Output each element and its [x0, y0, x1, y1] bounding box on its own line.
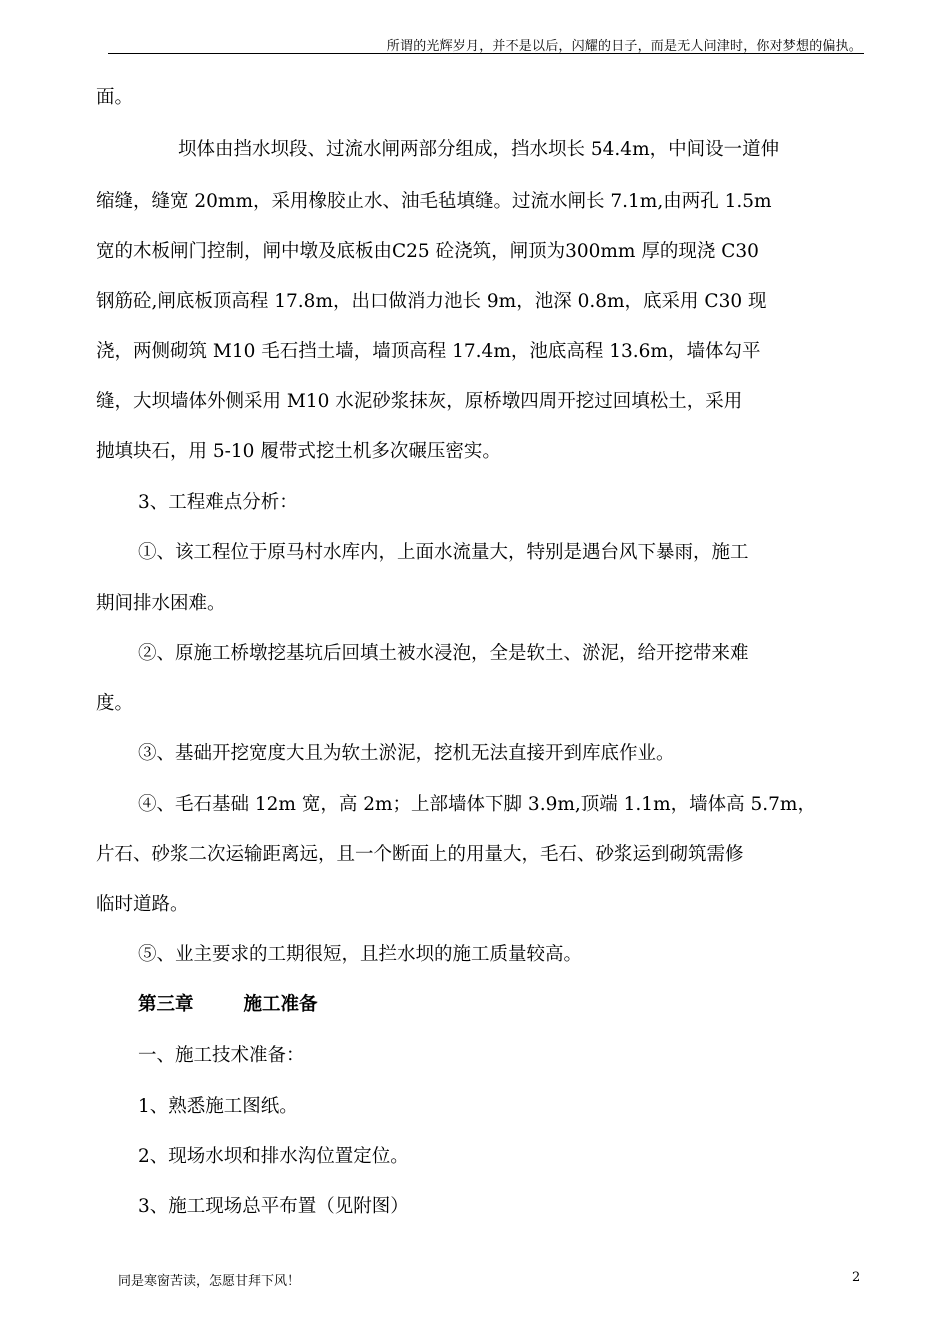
text-line: 期间排水困难。: [96, 593, 226, 614]
page-number: 2: [852, 1270, 861, 1285]
text-line: 坝体由挡水坝段、过流水闸两部分组成，挡水坝长 54.4m，中间设一道伸: [178, 139, 780, 160]
chapter-number: 第三章: [138, 994, 194, 1015]
text-line: 面。: [96, 87, 134, 108]
text-line: 片石、砂浆二次运输距离远，且一个断面上的用量大，毛石、砂浆运到砌筑需修: [96, 844, 744, 865]
list-item: ②、原施工桥墩挖基坑后回填土被水浸泡，全是软土、淤泥，给开挖带来难: [138, 643, 749, 664]
section-heading: 3、工程难点分析：: [138, 492, 298, 513]
header-rule: [108, 53, 864, 54]
list-item: 3、施工现场总平布置（见附图）: [138, 1196, 409, 1217]
chapter-heading: [138, 995, 924, 1014]
text-line: 缝，大坝墙体外侧采用 M10 水泥砂浆抹灰，原桥墩四周开挖过回填松土，采用: [96, 391, 743, 412]
text-line: 度。: [96, 693, 134, 714]
list-item: ③、基础开挖宽度大且为软土淤泥，挖机无法直接开到库底作业。: [138, 743, 675, 764]
text-line: 宽的木板闸门控制，闸中墩及底板由C25 砼浇筑，闸顶为300mm 厚的现浇 C30: [96, 241, 759, 262]
list-item: ①、该工程位于原马村水库内，上面水流量大，特别是遇台风下暴雨，施工: [138, 542, 749, 563]
chapter-title: 施工准备: [243, 994, 318, 1015]
text-line: 钢筋砼,闸底板顶高程 17.8m，出口做消力池长 9m，池深 0.8m，底采用 C30 现: [96, 291, 767, 312]
text-line: 抛填块石，用 5-10 履带式挖土机多次碾压密实。: [96, 441, 501, 462]
text-line: 浇，两侧砌筑 M10 毛石挡土墙，墙顶高程 17.4m，池底高程 13.6m，墙体勾平: [96, 341, 761, 362]
list-item: ⑤、业主要求的工期很短，且拦水坝的施工质量较高。: [138, 944, 583, 965]
footer-motto: 同是寒窗苦读，怎愿甘拜下风！: [118, 1274, 301, 1289]
text-line: 临时道路。: [96, 894, 189, 915]
header-motto: 所谓的光辉岁月，并不是以后，闪耀的日子，而是无人问津时，你对梦想的偏执。: [386, 39, 862, 54]
section-heading: 一、施工技术准备：: [138, 1045, 305, 1066]
list-item: 2、现场水坝和排水沟位置定位。: [138, 1146, 409, 1167]
text-line: 缩缝，缝宽 20mm，采用橡胶止水、油毛毡填缝。过流水闸长 7.1m,由两孔 1.5m: [96, 191, 772, 212]
list-item: 1、熟悉施工图纸。: [138, 1096, 298, 1117]
list-item: ④、毛石基础 12m 宽，高 2m；上部墙体下脚 3.9m,顶端 1.1m，墙体高 5.7m，: [138, 794, 816, 815]
